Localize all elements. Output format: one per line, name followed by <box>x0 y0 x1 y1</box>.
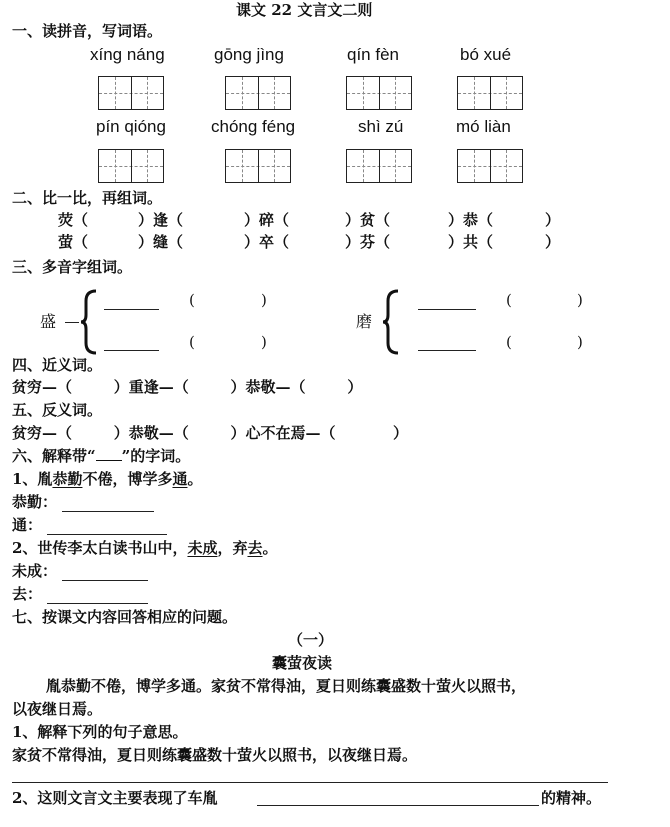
section-5-heading: 五、反义词。 <box>12 401 103 419</box>
q6-2-underlined-weicheng: 未成 <box>187 539 218 557</box>
section-4-heading: 四、近义词。 <box>12 356 103 374</box>
label-gongqin: 恭勤： <box>12 493 58 511</box>
q6-1-text: 。 <box>187 470 203 488</box>
compare-row-1-item: ）贫（ <box>345 211 391 229</box>
q6-1-underlined-tong: 通 <box>172 470 188 488</box>
answer-blank[interactable] <box>62 511 154 512</box>
paren-open: ( <box>506 291 512 309</box>
question-7-1: 1、解释下列的句子意思。 <box>12 723 188 741</box>
pinyin-pin-qiong: pín qióng <box>96 117 166 136</box>
section-1-heading: 一、读拼音，写词语。 <box>12 22 163 40</box>
q6-2-text: 。 <box>262 539 278 557</box>
compare-row-2-item: ）缝（ <box>138 233 184 251</box>
polyphone-char-sheng: 盛 <box>40 312 57 331</box>
antonym-line: 贫穷—（ ）恭敬—（ ）心不在焉—（ ） <box>12 424 409 442</box>
paren-open: ( <box>189 333 195 351</box>
section-6-heading <box>12 447 190 465</box>
label-qu: 去： <box>12 585 43 603</box>
left-brace <box>80 289 100 355</box>
compare-row-1-item: ）恭（ <box>448 211 494 229</box>
question-7-1-sentence: 家贫不常得油，夏日则练囊盛数十萤火以照书，以夜继日焉。 <box>12 746 418 764</box>
compare-row-2-item: ） <box>545 233 561 251</box>
pinyin-bo-xue: bó xué <box>460 45 512 64</box>
pinyin-mo-lian: mó liàn <box>456 117 511 136</box>
writing-box[interactable] <box>225 76 291 110</box>
question-6-1 <box>12 470 203 488</box>
compare-row-1-item: 荧（ <box>58 211 89 229</box>
compare-row-2-item: ）芬（ <box>345 233 391 251</box>
paren-close: ) <box>577 291 583 309</box>
compare-row-1-item: ）碎（ <box>244 211 290 229</box>
compare-row-2-item: ）卒（ <box>244 233 290 251</box>
writing-box[interactable] <box>98 149 164 183</box>
compare-row-1-item: ） <box>545 211 561 229</box>
pinyin-chong-feng: chóng féng <box>211 117 296 136</box>
dash <box>65 322 79 323</box>
label-tong: 通： <box>12 516 43 534</box>
q6-2-text: ，弃 <box>217 539 248 557</box>
question-7-2-start: 2、这则文言文主要表现了车胤 <box>12 789 218 807</box>
underline-sample <box>96 448 122 461</box>
answer-blank[interactable] <box>418 350 476 351</box>
answer-line[interactable] <box>12 782 608 783</box>
section-6-heading-b: ”的字词。 <box>121 447 191 465</box>
question-7-2-end: 的精神。 <box>541 789 602 807</box>
compare-row-2-item: ）共（ <box>448 233 494 251</box>
passage-line-1: 胤恭勤不倦，博学多通。家贫不常得油，夏日则练囊盛数十萤火以照书， <box>46 677 527 695</box>
pinyin-shi-zu: shì zú <box>358 117 404 136</box>
paren-open: ( <box>506 333 512 351</box>
section-3-heading: 三、多音字组词。 <box>12 258 133 276</box>
paren-close: ) <box>261 291 267 309</box>
q6-2-text: 2、世传李太白读书山中， <box>12 539 188 557</box>
passage-line-2: 以夜继日焉。 <box>12 700 103 718</box>
pinyin-xing-nang: xíng náng <box>90 45 165 64</box>
q6-1-underlined-gongqin: 恭勤 <box>52 470 83 488</box>
pinyin-gong-jing: gōng jìng <box>214 45 284 64</box>
q6-2-underlined-qu: 去 <box>247 539 263 557</box>
left-brace <box>382 289 402 355</box>
answer-blank[interactable] <box>104 309 159 310</box>
answer-blank[interactable] <box>62 580 148 581</box>
section-2-heading: 二、比一比，再组词。 <box>12 189 163 207</box>
pinyin-qin-fen: qín fèn <box>347 45 399 64</box>
writing-box[interactable] <box>346 149 412 183</box>
answer-blank[interactable] <box>418 309 476 310</box>
passage-title: 囊萤夜读 <box>272 654 333 672</box>
writing-box[interactable] <box>346 76 412 110</box>
answer-blank[interactable] <box>47 534 167 535</box>
writing-box[interactable] <box>98 76 164 110</box>
answer-blank[interactable] <box>104 350 159 351</box>
question-6-2 <box>12 539 278 557</box>
page-title: 课文 22 文言文二则 <box>236 1 373 19</box>
paren-close: ) <box>261 333 267 351</box>
section-6-heading-a: 六、解释带“ <box>12 447 96 465</box>
compare-row-2-item: 萤（ <box>58 233 89 251</box>
paren-close: ) <box>577 333 583 351</box>
polyphone-char-mo: 磨 <box>356 312 373 331</box>
compare-row-1-item: ）逢（ <box>138 211 184 229</box>
q6-1-text: 1、胤 <box>12 470 53 488</box>
answer-blank[interactable] <box>257 805 539 806</box>
writing-box[interactable] <box>457 149 523 183</box>
writing-box[interactable] <box>225 149 291 183</box>
section-7-heading: 七、按课文内容回答相应的问题。 <box>12 608 238 626</box>
synonym-line: 贫穷—（ ）重逢—（ ）恭敬—（ ） <box>12 378 363 396</box>
paren-open: ( <box>189 291 195 309</box>
part-label: （一） <box>288 631 334 649</box>
answer-blank[interactable] <box>47 603 148 604</box>
label-weicheng: 未成： <box>12 562 58 580</box>
q6-1-text: 不倦，博学多 <box>82 470 173 488</box>
writing-box[interactable] <box>457 76 523 110</box>
